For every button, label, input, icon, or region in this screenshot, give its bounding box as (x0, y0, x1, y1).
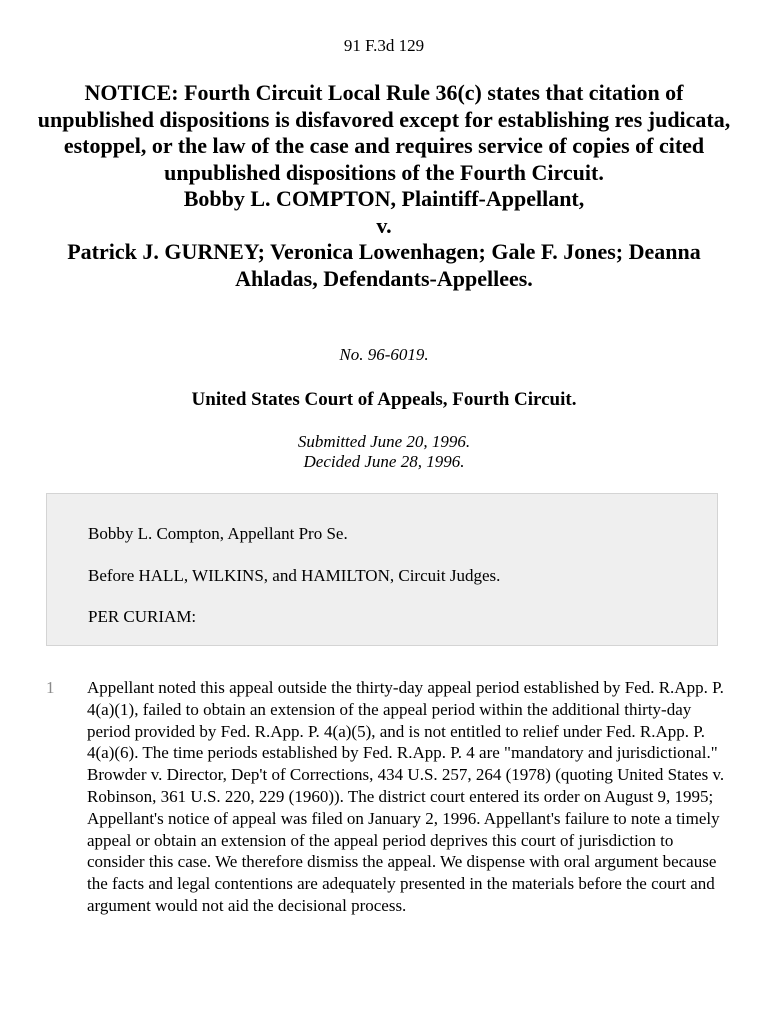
paragraph-number: 1 (46, 678, 55, 697)
decided-date: Decided June 28, 1996. (303, 452, 465, 471)
docket-number: No. 96-6019. (339, 345, 429, 364)
submitted-date: Submitted June 20, 1996. (297, 432, 471, 451)
case-caption (30, 80, 738, 292)
plaintiff-name: Bobby L. COMPTON, Plaintiff-Appellant, (183, 186, 585, 211)
judges-line: Before HALL, WILKINS, and HAMILTON, Circuit Judges. (88, 566, 501, 585)
case-citation: 91 F.3d 129 (343, 36, 425, 55)
case-info-box (46, 493, 718, 646)
opinion-paragraph: Appellant noted this appeal outside the thirty-day appeal period established by Fed. R.App. P. 4(a)(1), failed to obtain an extension of the appeal period within the additional thirty-day period provided by Fed. R.App. P. 4(a)(5), and is not entitled to relief under Fed. R.App. P. 4(a)(6). The time periods established by Fed. R.App. P. 4 are "mandatory and jurisdictional." Browder v. Director, Dep't of Corrections, 434 U.S. 257, 264 (1978) (quoting United States v. Robinson, 361 U.S. 220, 229 (1960)). The district court entered its order on August 9, 1995; Appellant's notice of appeal was filed on January 2, 1996. Appellant's failure to note a timely appeal or obtain an extension of the appeal period deprives this court of jurisdiction to consider this case. We therefore dismiss the appeal. We dispense with oral argument because the facts and legal contentions are adequately presented in the materials before the court and argument would not aid the decisional process. (87, 678, 725, 915)
versus-label: v. (376, 212, 392, 238)
court-name: United States Court of Appeals, Fourth Circuit. (191, 389, 577, 410)
counsel-line: Bobby L. Compton, Appellant Pro Se. (88, 524, 348, 543)
per-curiam-label: PER CURIAM: (88, 607, 197, 626)
defendants-names: Patrick J. GURNEY; Veronica Lowenhagen; Gale F. Jones; Deanna Ahladas, Defendants-Appellees. (67, 239, 701, 291)
case-dates (0, 432, 768, 472)
unpublished-notice: NOTICE: Fourth Circuit Local Rule 36(c) states that citation of unpublished dispositions is disfavored except for establishing res judicata, estoppel, or the law of the case and requires service of copies of cited unpublished dispositions of the Fourth Circuit. (37, 80, 731, 185)
